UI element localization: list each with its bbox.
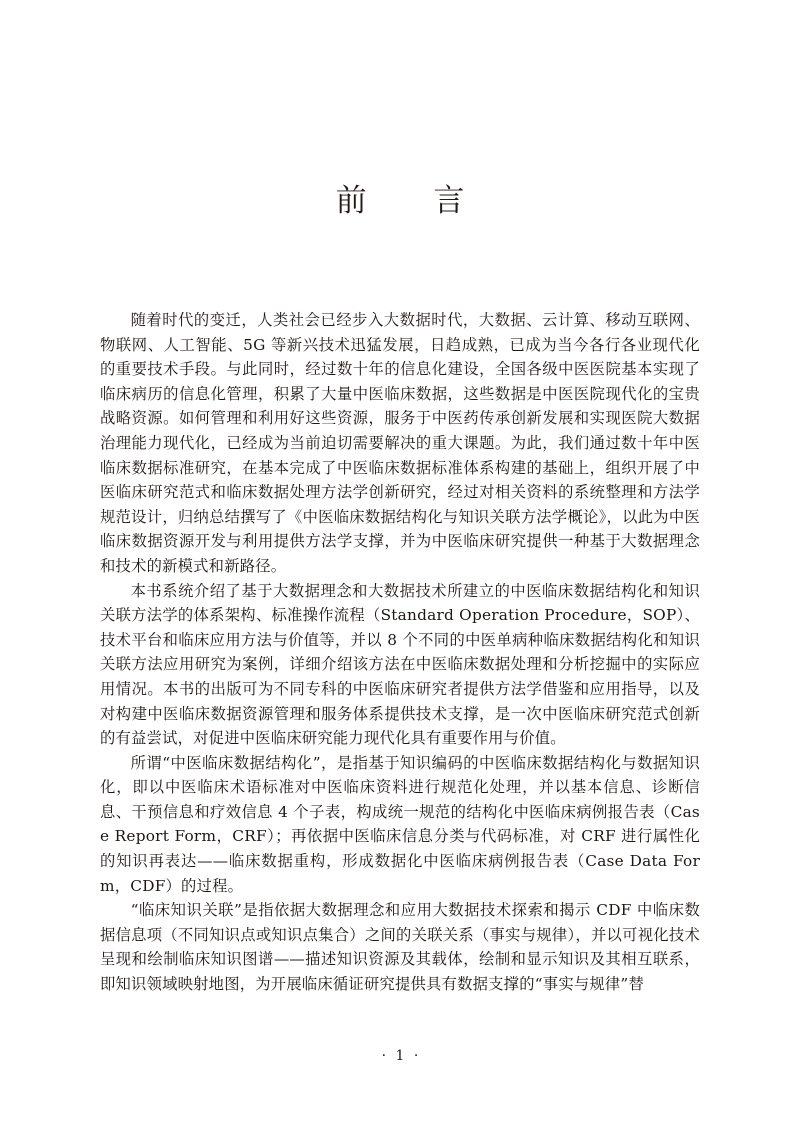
- paragraph: 随着时代的变迁，人类社会已经步入大数据时代，大数据、云计算、移动互联网、物联网、人工智能、5G 等新兴技术迅猛发展，日趋成熟，已成为当今各行各业现代化的重要技术手段。与此同时，经过数十年的信息化建设，全国各级中医医院基本实现了临床病历的信息化管理，积累了大量中医临床数据，这些数据是中医医院现代化的宝贵战略资源。如何管理和利用好这些资源，服务于中医药传承创新发展和实现医院大数据治理能力现代化，已经成为当前迫切需要解决的重大课题。为此，我们通过数十年中医临床数据标准研究，在基本完成了中医临床数据标准体系构建的基础上，组织开展了中医临床研究范式和临床数据处理方法学创新研究，经过对相关资料的系统整理和方法学规范设计，归纳总结撰写了《中医临床数据结构化与知识关联方法学概论》，以此为中医临床数据资源开发与利用提供方法学支撑，并为中医临床研究提供一种基于大数据理念和技术的新模式和新路径。: [100, 311, 700, 575]
- paragraph: 所谓“中医临床数据结构化”，是指基于知识编码的中医临床数据结构化与数据知识化，即以中医临床术语标准对中医临床资料进行规范化处理，并以基本信息、诊断信息、干预信息和疗效信息 4 个子表，构成统一规范的结构化中医临床病例报告表（Case Report Form，CRF）；再依据中医临床信息分类与代码标准，对 CRF 进行属性化的知识再表达——临床数据重构，形成数据化中医临床病例报告表（Case Data Form，CDF）的过程。: [100, 753, 700, 895]
- paragraph: “临床知识关联”是指依据大数据理念和应用大数据技术探索和揭示 CDF 中临床数据信息项（不同知识点或知识点集合）之间的关联关系（事实与规律），并以可视化技术呈现和绘制临床知识图谱——描述知识资源及其载体，绘制和显示知识及其相互联系，即知识领域映射地图，为开展临床循证研究提供具有数据支撑的“事实与规律”替: [100, 901, 700, 994]
- page-number-footer: · 1 ·: [381, 1048, 421, 1064]
- page-title: 前 言: [335, 182, 474, 219]
- paragraph: 本书系统介绍了基于大数据理念和大数据技术所建立的中医临床数据结构化和知识关联方法学的体系架构、标准操作流程（Standard Operation Procedure，SOP）、技术平台和临床应用方法与价值等，并以 8 个不同的中医单病种临床数据结构化和知识关联方法应用研究为案例，详细介绍该方法在中医临床数据处理和分析挖掘中的实际应用情况。本书的出版可为不同专科的中医临床研究者提供方法学借鉴和应用指导，以及对构建中医临床数据资源管理和服务体系提供技术支撑，是一次中医临床研究范式创新的有益尝试，对促进中医临床研究能力现代化具有重要作用与价值。: [100, 581, 700, 748]
- body-text-block: [100, 308, 700, 997]
